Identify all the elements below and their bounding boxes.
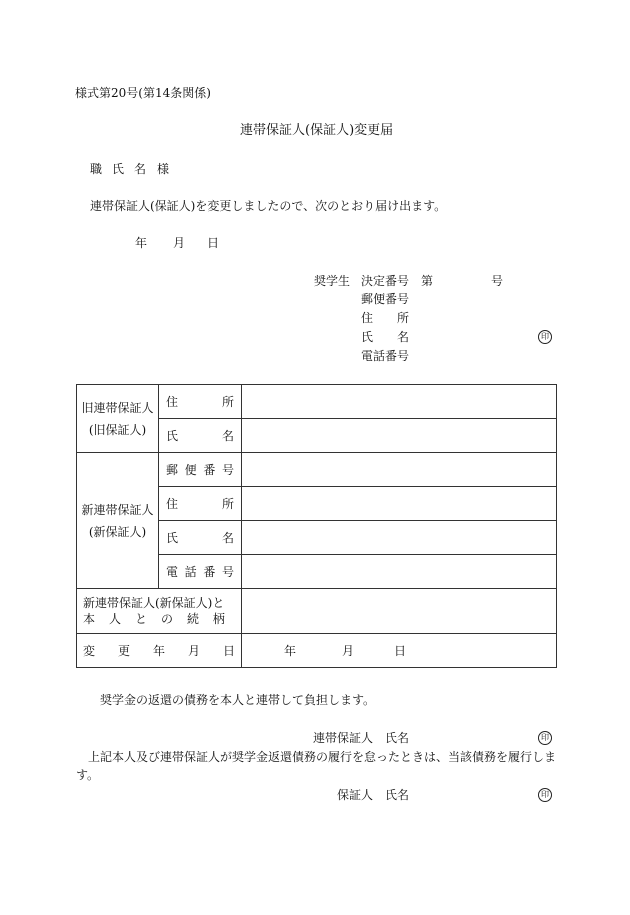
guarantor-label: 保証人	[337, 788, 374, 802]
label-char: の	[160, 612, 173, 626]
address-label-char: 住	[361, 311, 374, 325]
label-char: 所	[221, 497, 234, 511]
name-label-char: 名	[397, 330, 410, 344]
address-label-char: 所	[397, 311, 410, 325]
new-address-field[interactable]	[242, 487, 557, 521]
label-char: 氏	[166, 429, 179, 443]
seal-icon: 印	[538, 330, 552, 344]
relationship-field[interactable]	[242, 589, 557, 634]
label-char: 本	[83, 612, 96, 626]
name-label-char: 氏	[361, 330, 374, 344]
old-address-label	[159, 385, 242, 419]
guarantor-change-table	[76, 384, 557, 668]
table-row	[77, 453, 557, 487]
label-char: 日	[222, 644, 235, 658]
label-char: 所	[221, 395, 234, 409]
label-char: 氏	[166, 531, 179, 545]
old-name-field[interactable]	[242, 419, 557, 453]
addressee-char: 様	[157, 162, 170, 176]
new-phone-field[interactable]	[242, 555, 557, 589]
new-phone-label	[159, 555, 242, 589]
new-name-label	[159, 521, 242, 555]
new-name-field[interactable]	[242, 521, 557, 555]
guarantor-statement-line2: す。	[76, 768, 100, 782]
addressee-char: 氏	[112, 162, 125, 176]
label-char: 続	[186, 612, 199, 626]
page-title: 連帯保証人(保証人)変更届	[240, 123, 394, 138]
joint-guarantor-label: 連帯保証人	[313, 731, 374, 745]
label-char: 番	[203, 565, 216, 579]
label-char: 郵	[166, 463, 179, 477]
change-date-month: 月	[342, 644, 355, 658]
label-char: 便	[184, 463, 197, 477]
guarantor-name-label: 氏名	[385, 788, 410, 802]
label-char: 住	[166, 497, 179, 511]
new-guarantor-title: 新連帯保証人	[81, 502, 154, 517]
joint-guarantor-name-label: 氏名	[385, 731, 410, 745]
change-date-day: 日	[394, 644, 407, 658]
new-postal-field[interactable]	[242, 453, 557, 487]
label-char: 月	[187, 644, 200, 658]
date-month-label: 月	[173, 236, 186, 250]
seal-icon: 印	[538, 788, 552, 802]
addressee-char: 名	[134, 162, 147, 176]
phone-label: 電話番号	[361, 349, 410, 363]
old-guarantor-title: 旧連帯保証人	[81, 400, 154, 415]
guarantor-statement-line1: 上記本人及び連帯保証人が奨学金返還債務の履行を怠ったときは、当該債務を履行しま	[88, 750, 557, 764]
date-day-label: 日	[207, 236, 220, 250]
change-date-label	[77, 634, 242, 668]
change-date-field[interactable]	[242, 634, 557, 668]
scholar-label: 奨学生	[314, 274, 351, 288]
change-date-year: 年	[284, 644, 297, 658]
seal-icon: 印	[538, 731, 552, 745]
label-char: 名	[221, 531, 234, 545]
table-row	[77, 385, 557, 419]
label-char: 名	[221, 429, 234, 443]
label-char: 更	[117, 644, 130, 658]
table-row	[77, 634, 557, 668]
relationship-line1: 新連帯保証人(新保証人)と	[83, 596, 225, 610]
decision-number-label: 決定番号	[361, 274, 410, 288]
decision-number-prefix: 第	[421, 274, 434, 288]
label-char: 話	[184, 565, 197, 579]
postal-code-label: 郵便番号	[361, 292, 410, 306]
new-guarantor-subtitle: (新保証人)	[88, 524, 147, 539]
new-guarantor-group	[77, 453, 159, 589]
date-year-label: 年	[135, 236, 148, 250]
new-postal-label	[159, 453, 242, 487]
label-char: と	[134, 612, 147, 626]
intro-text: 連帯保証人(保証人)を変更しましたので、次のとおり届け出ます。	[90, 199, 447, 213]
label-char: 年	[152, 644, 165, 658]
old-address-field[interactable]	[242, 385, 557, 419]
table-row	[77, 589, 557, 634]
label-char: 住	[166, 395, 179, 409]
old-guarantor-subtitle: (旧保証人)	[88, 422, 147, 437]
addressee-char: 職	[90, 162, 103, 176]
label-char: 号	[221, 463, 234, 477]
label-char: 変	[83, 644, 96, 658]
old-name-label	[159, 419, 242, 453]
joint-liability-statement: 奨学金の返還の債務を本人と連帯して負担します。	[100, 693, 376, 707]
label-char: 人	[108, 612, 121, 626]
label-char: 柄	[212, 612, 225, 626]
label-char: 号	[221, 565, 234, 579]
form-number: 様式第20号(第14条関係)	[75, 86, 211, 100]
label-char: 電	[166, 565, 179, 579]
relationship-label	[77, 589, 242, 634]
decision-number-suffix: 号	[491, 274, 504, 288]
new-address-label	[159, 487, 242, 521]
old-guarantor-group	[77, 385, 159, 453]
label-char: 番	[203, 463, 216, 477]
